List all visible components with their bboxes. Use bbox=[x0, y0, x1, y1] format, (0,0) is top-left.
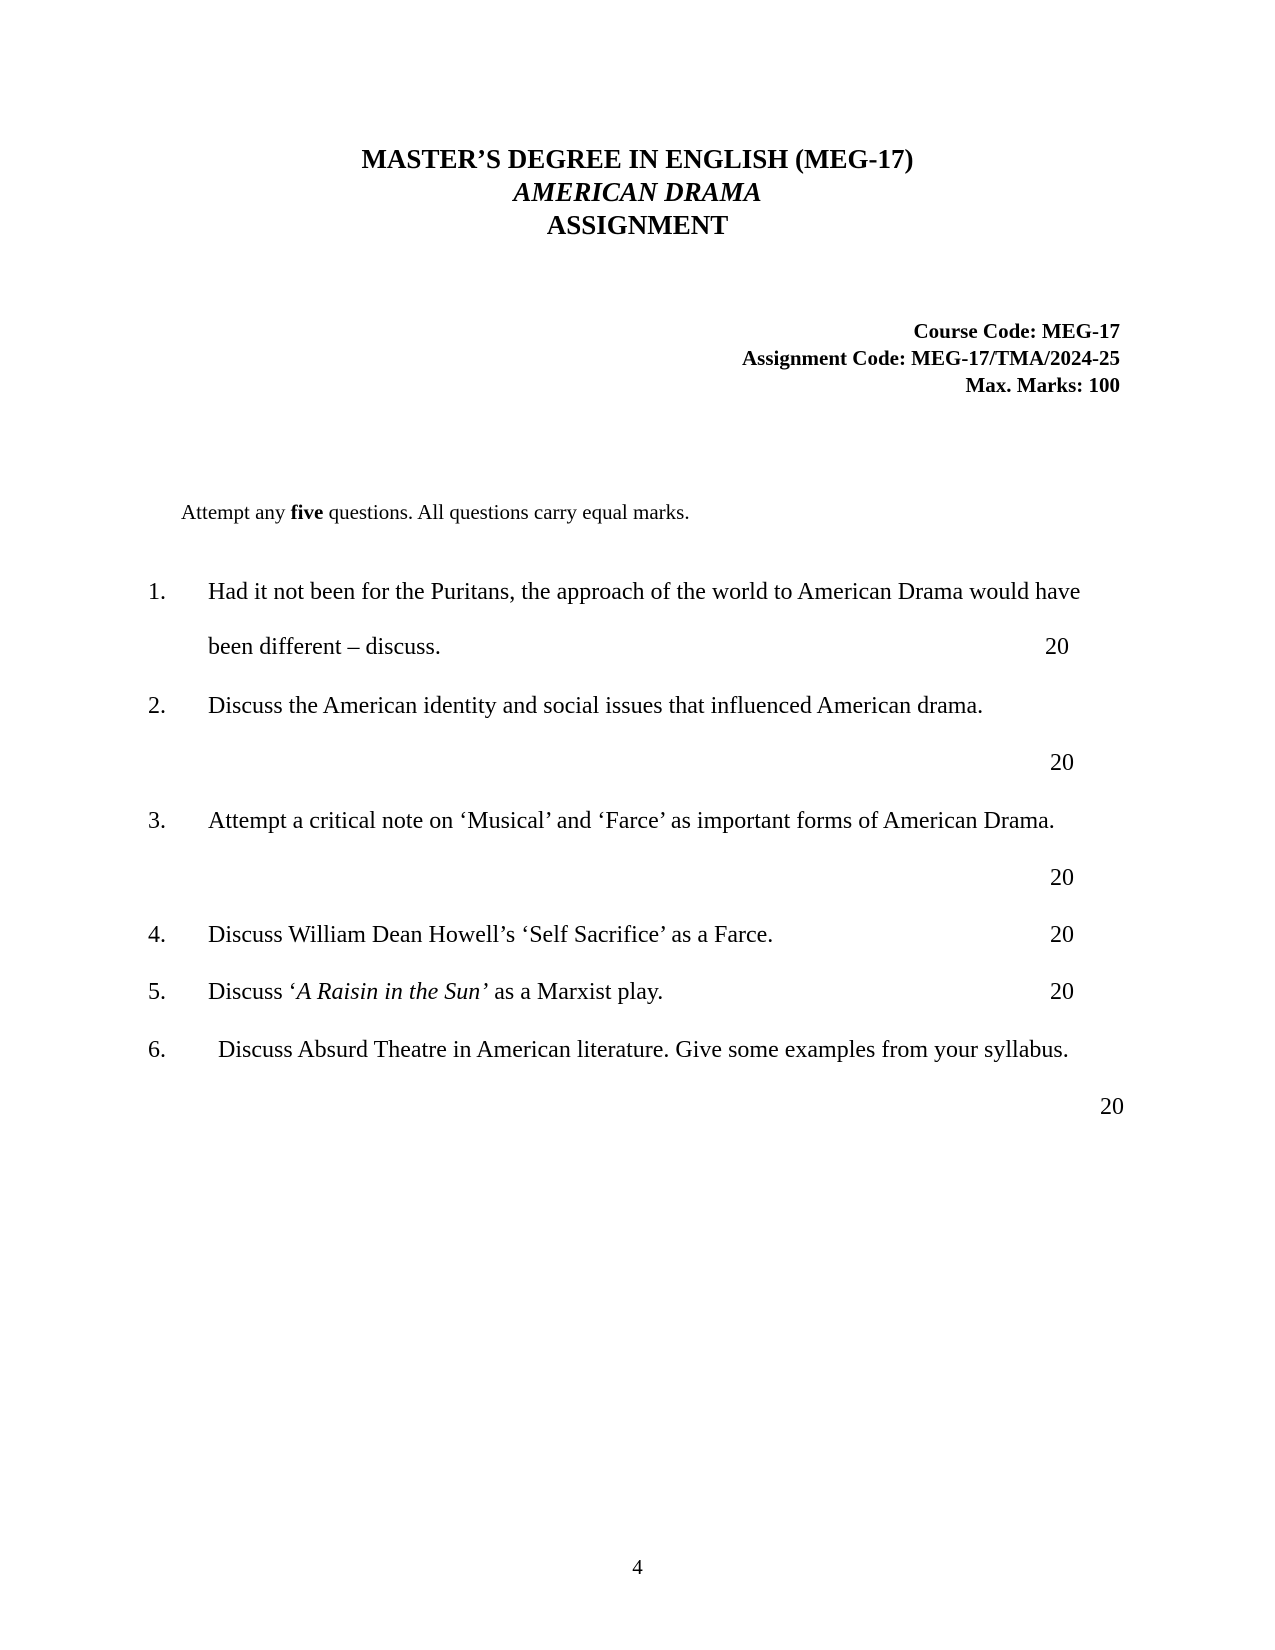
document-header bbox=[0, 143, 1275, 242]
question-3-number: 3. bbox=[148, 808, 166, 834]
question-6-number: 6. bbox=[148, 1037, 166, 1063]
question-3-text: Attempt a critical note on ‘Musical’ and ‘Farce’ as important forms of American Drama. bbox=[208, 808, 1055, 834]
question-4-marks: 20 bbox=[1050, 922, 1074, 948]
document-type: ASSIGNMENT bbox=[546, 210, 729, 240]
question-6-text: Discuss Absurd Theatre in American literature. Give some examples from your syllabus. bbox=[218, 1037, 1069, 1063]
question-6-marks: 20 bbox=[1100, 1094, 1124, 1120]
question-1-number: 1. bbox=[148, 579, 166, 605]
question-1-marks: 20 bbox=[1045, 634, 1069, 660]
instructions bbox=[181, 500, 690, 525]
question-5-pre: Discuss ‘ bbox=[208, 979, 297, 1005]
question-5-text bbox=[208, 978, 663, 1006]
question-5-post: as a Marxist play. bbox=[488, 979, 664, 1005]
question-1-text-line1: Had it not been for the Puritans, the approach of the world to American Drama would have bbox=[208, 579, 1081, 605]
question-2-number: 2. bbox=[148, 693, 166, 719]
instruction-emphasis: five bbox=[290, 500, 324, 524]
question-5-play-title: A Raisin in the Sun’ bbox=[296, 979, 489, 1005]
course-info-block bbox=[742, 318, 1120, 399]
page-number: 4 bbox=[632, 1555, 643, 1579]
document-title: MASTER’S DEGREE IN ENGLISH (MEG-17) bbox=[361, 144, 914, 174]
question-2-text: Discuss the American identity and social issues that influenced American drama. bbox=[208, 693, 984, 719]
assignment-code: Assignment Code: MEG-17/TMA/2024-25 bbox=[742, 346, 1120, 370]
question-3-marks: 20 bbox=[1050, 865, 1074, 891]
question-2-marks: 20 bbox=[1050, 750, 1074, 776]
instruction-suffix: questions. All questions carry equal marks. bbox=[323, 500, 690, 524]
question-4-number: 4. bbox=[148, 922, 166, 948]
course-code: Course Code: MEG-17 bbox=[913, 319, 1120, 343]
question-5-marks: 20 bbox=[1050, 979, 1074, 1005]
question-1-text-line2: been different – discuss. bbox=[208, 634, 441, 660]
question-5-number: 5. bbox=[148, 979, 166, 1005]
max-marks: Max. Marks: 100 bbox=[965, 373, 1120, 397]
question-4-text: Discuss William Dean Howell’s ‘Self Sacrifice’ as a Farce. bbox=[208, 922, 774, 948]
course-subtitle: AMERICAN DRAMA bbox=[513, 177, 762, 207]
instruction-prefix: Attempt any bbox=[181, 500, 291, 524]
